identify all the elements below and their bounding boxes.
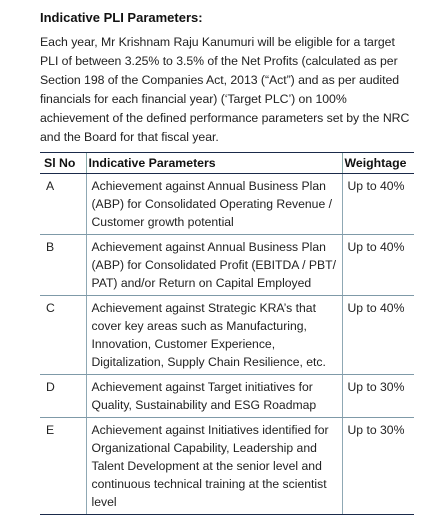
row-weightage: Up to 40% xyxy=(342,296,414,375)
table-row xyxy=(40,296,414,375)
row-weightage: Up to 30% xyxy=(342,375,414,418)
row-weightage: Up to 40% xyxy=(342,235,414,296)
row-parameter: Achievement against Annual Business Plan (ABP) for Consolidated Operating Revenue / Customer growth potential xyxy=(86,174,342,235)
row-parameter: Achievement against Initiatives identified for Organizational Capability, Leadership and Talent Development at the senior level and continuous technical training at the scientist level xyxy=(86,418,342,515)
table-row xyxy=(40,235,414,296)
row-weightage: Up to 30% xyxy=(342,418,414,515)
header-sl-no: Sl No xyxy=(40,153,86,174)
row-sl-no: E xyxy=(40,418,86,515)
row-sl-no: A xyxy=(40,174,86,235)
row-sl-no: B xyxy=(40,235,86,296)
header-indicative-parameters: Indicative Parameters xyxy=(86,153,342,174)
table-row xyxy=(40,418,414,515)
row-parameter: Achievement against Strategic KRA’s that cover key areas such as Manufacturing, Innovation, Customer Experience, Digitalization, Supply Chain Resilience, etc. xyxy=(86,296,342,375)
table-row xyxy=(40,174,414,235)
row-weightage: Up to 40% xyxy=(342,174,414,235)
table-row xyxy=(40,375,414,418)
document-page xyxy=(40,9,414,515)
pli-parameters-table xyxy=(40,152,414,515)
table-header-row xyxy=(40,153,414,174)
section-heading: Indicative PLI Parameters: xyxy=(40,10,203,25)
row-parameter: Achievement against Annual Business Plan (ABP) for Consolidated Profit (EBITDA / PBT/ PAT) and/or Return on Capital Employed xyxy=(86,235,342,296)
intro-paragraph: Each year, Mr Krishnam Raju Kanumuri will be eligible for a target PLI of between 3.25% to 3.5% of the Net Profits (calculated as per Section 198 of the Companies Act, 2013 (“Act”) and as per audited financials for each financial year) (‘Target PLC’) on 100% achievement of the defined performance parameters set by the NRC and the Board for that fiscal year. xyxy=(40,35,410,144)
row-parameter: Achievement against Target initiatives for Quality, Sustainability and ESG Roadmap xyxy=(86,375,342,418)
row-sl-no: D xyxy=(40,375,86,418)
header-weightage: Weightage xyxy=(342,153,414,174)
row-sl-no: C xyxy=(40,296,86,375)
